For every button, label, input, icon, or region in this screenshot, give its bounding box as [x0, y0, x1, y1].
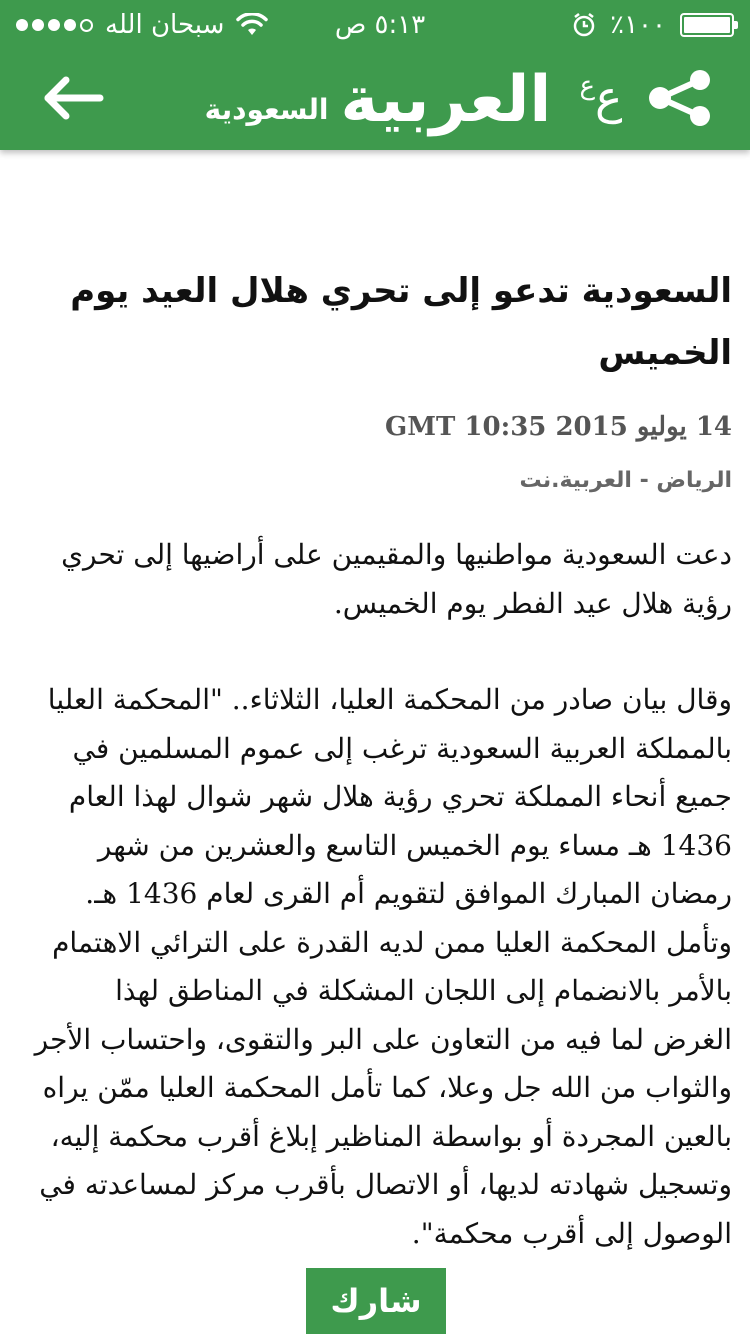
article-body: [30, 531, 732, 1258]
status-bar: [0, 0, 750, 48]
alarabiya-logo: [204, 54, 552, 140]
app-header: [0, 0, 750, 150]
wifi-icon: [236, 13, 268, 37]
status-left: [16, 8, 268, 42]
article-source: الرياض - العربية.نت: [519, 468, 732, 493]
carrier-name: سبحان الله: [105, 10, 225, 40]
share-button[interactable]: شارك: [306, 1268, 446, 1334]
battery-icon: [680, 13, 734, 37]
battery-percent: ٪١٠٠: [610, 10, 666, 40]
font-size-button[interactable]: [566, 64, 636, 130]
signal-strength-icon: [16, 19, 93, 32]
battery-fill: [684, 17, 730, 33]
article-title: السعودية تدعو إلى تحري هلال العيد يوم الخميس: [70, 271, 732, 373]
nav-bar: [0, 48, 750, 148]
article-paragraph: وقال بيان صادر من المحكمة العليا، الثلاثاء.. "المحكمة العليا بالمملكة العربية السعودية ترغب إلى عموم المسلمين في جميع أنحاء المملكة تحري رؤية هلال شهر شوال لهذا العام 1436 هـ مساء يوم الخميس التاسع والعشرين من شهر رمضان المبارك الموافق لتقويم أم القرى لعام 1436 هـ. وتأمل المحكمة العليا ممن لديه القدرة على الترائي الاهتمام بالأمر بالانضمام إلى اللجان المشكلة في المناطق لهذا الغرض لما فيه من التعاون على البر والتقوى، واحتساب الأجر والثواب من الله جل وعلا، كما تأمل المحكمة العليا ممّن يراه بالعين المجردة أو بواسطة المناظير إبلاغ أقرب محكمة إليه، وتسجيل شهادته لديها، أو الاتصال بأقرب مركز لمساعدته في الوصول إلى أقرب محكمة".: [34, 683, 732, 1250]
font-size-large-label: ع: [595, 70, 623, 124]
back-arrow-icon[interactable]: [36, 70, 108, 126]
font-size-small-label: ع: [579, 71, 596, 101]
logo-main-text: العربية: [340, 63, 552, 137]
status-time: ٥:١٣ ص: [334, 10, 426, 40]
logo-sub-text: السعودية: [204, 93, 329, 126]
article: [30, 260, 732, 1306]
status-right: [572, 8, 734, 42]
article-date: 14 يوليو 2015 GMT 10:35: [385, 412, 732, 442]
share-icon[interactable]: [646, 70, 716, 126]
alarm-icon: [572, 12, 596, 38]
article-paragraph: دعت السعودية مواطنيها والمقيمين على أراضيها إلى تحري رؤية هلال عيد الفطر يوم الخميس.: [61, 538, 732, 620]
